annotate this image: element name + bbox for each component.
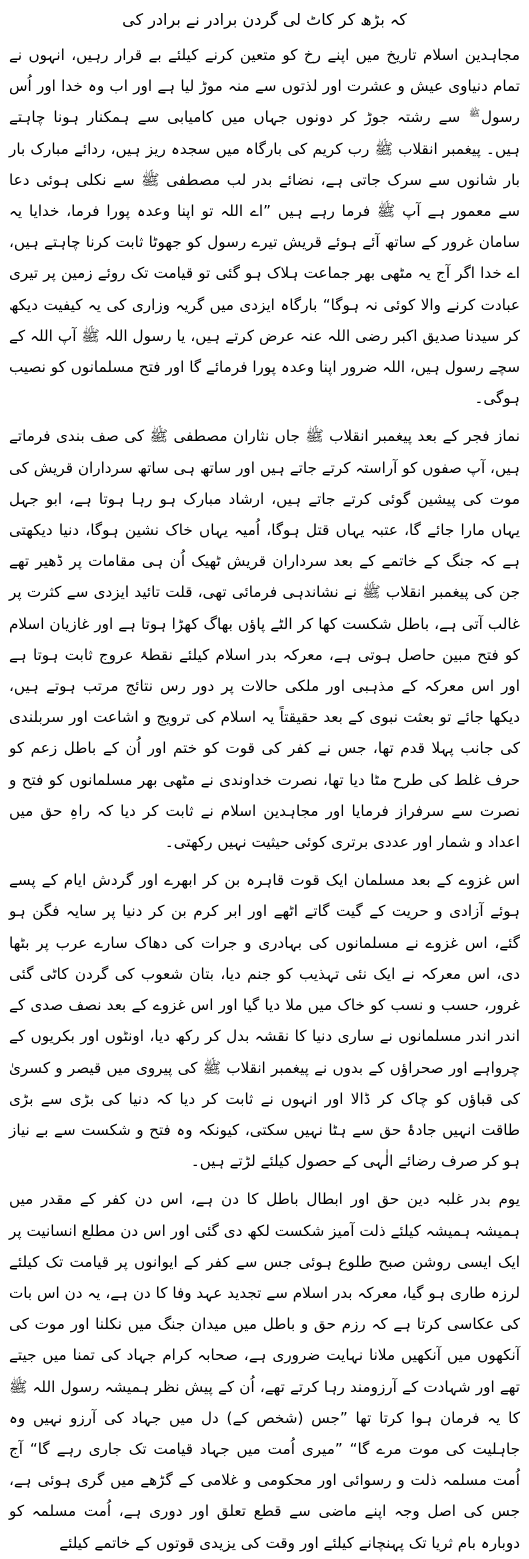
salutation-glyph: ﷺ [469, 109, 481, 120]
paragraph-3: اس غزوے کے بعد مسلمان ایک قوت قاہرہ بن کر ابھرے اور گردش ایام کے پسے ہوئے آزادی و حریت کے گیت گاتے اٹھے اور ابر کرم بن کر دنیا پر سایہ فگن ہو گئے، اس غزوے نے مسلمانوں کی بہادری و جرات کی دھاک سارے عرب پر بٹھا دی، اس معرکہ نے ایک نئی تہذیب کو جنم دیا، بتان شعوب کی گردن کاٹی گئی غرور، حسب و نسب کو خاک میں ملا دیا گیا اور اس غزوے کے بعد نصف صدی کے اندر اندر مسلمانوں نے ساری دنیا کا نقشہ بدل کر رکھ دیا، اونٹوں اور بکریوں کے چرواہے اور صحراؤں کے بدوں نے پیغمبر انقلاب ﷺ کی پیروی میں قیصر و کسریٰ کی قباؤں کو چاک کر ڈالا اور انہوں نے ثابت کر دیا کہ دنیا کی بڑی سے بڑی طاقت انہیں جادۂ حق سے ہٹا نہیں سکتی، کیونکہ وہ فتح و شکست سے بے نیاز ہو کر صرف رضائے الٰہی کے حصول کیلئے لڑتے ہیں۔ [9, 871, 520, 1171]
paragraph-2: نماز فجر کے بعد پیغمبر انقلاب ﷺ جاں نثاران مصطفی ﷺ کی صف بندی فرماتے ہیں، آپ صفوں کو آراستہ کرتے جاتے ہیں اور ساتھ ہی ساتھ سرداران قریش کی موت کی پیشین گوئی کرتے جاتے ہیں، ارشاد مبارک ہو رہا ہوتا ہے، ابو جہل یہاں مارا جائے گا، عتبہ یہاں قتل ہوگا، اُمیہ یہاں خاک نشین ہوگا، دنیا دیکھتی ہے کہ جنگ کے خاتمے کے بعد سرداران قریش ٹھیک اُن ہی مقامات پر ڈھیر تھے جن کی پیغمبر انقلاب ﷺ نے نشاندہی فرمائی تھی، قلت تائید ایزدی سے کثرت پر غالب آتی ہے، باطل شکست کھا کر الٹے پاؤں بھاگ کھڑا ہوتا ہے اور غازیان اسلام کو فتح مبین حاصل ہوتی ہے، معرکہ بدر اسلام کیلئے نقطۂ عروج ثابت ہوتا ہے اور اس معرکہ کے مذہبی اور ملکی حالات پر دور رس نتائج مرتب ہوتے ہیں، دیکھا جائے تو بعثت نبوی کے بعد حقیقتاً یہ اسلام کی ترویج و اشاعت اور سربلندی کی جانب پہلا قدم تھا، جس نے کفر کی قوت کو ختم اور اُن کے باطل زعم کو حرف غلط کی طرح مٹا دیا تھا، نصرت خداوندی نے مٹھی بھر مسلمانوں کو فتح و نصرت سے سرفراز فرمایا اور مجاہدین اسلام نے ثابت کر دیا کہ راہِ حق میں اعداد و شمار اور عددی برتری کوئی حیثیت نہیں رکھتی۔ [9, 427, 520, 852]
paragraph-4: یوم بدر غلبہ دین حق اور ابطال باطل کا دن ہے، اس دن کفر کے مقدر میں ہمیشہ ہمیشہ کیلئے ذلت آمیز شکست لکھ دی گئی اور اس دن مطلع انسانیت پر ایک ایسی روشن صبح طلوع ہوئی جس سے کفر کے ایوانوں پر قیامت تک کیلئے لرزہ طاری ہو گیا، معرکہ بدر اسلام سے تجدید عہد وفا کا دن ہے، یہ دن اس بات کی عکاسی کرتا ہے کہ رزم حق و باطل میں میدان جنگ میں نکلنا اور موت کی آنکھوں میں آنکھیں ملانا نہایت ضروری ہے، صحابہ کرام جہاد کی تمنا میں جیتے تھے اور شہادت کے آرزومند رہا کرتے تھے، اُن کے پیش نظر ہمیشہ رسول اللہ ﷺ کا یہ فرمان ہوا کرتا تھا ”جس (شخص کے) دل میں جہاد کی آرزو نہیں وہ جاہلیت کی موت مرے گا“ ”میری اُمت میں جہاد قیامت تک جاری رہے گا“ آج اُمت مسلمہ ذلت و رسوائی اور محکومی و غلامی کے گڑھے میں گری ہوئی ہے، جس کی اصل وجہ اپنے ماضی سے قطع تعلق اور دوری ہے، اُمت مسلمہ کو دوبارہ بام ثریا تک پہنچانے کیلئے اور وقت کی یزیدی قوتوں کے خاتمے کیلئے [9, 1190, 520, 1552]
article-title: کہ بڑھ کر کاٹ لی گردن برادر نے برادر کی [122, 10, 407, 29]
paragraph-1 [9, 40, 520, 414]
paragraph-1-text-start: مجاہدین اسلام تاریخ میں اپنے رخ کو متعین کرنے کیلئے بے قرار رہیں، انہوں نے تمام دنیاوی عیش و عشرت اور لذتوں سے منہ موڑ لیا ہے اور اب وہ خدا اور اُس رسول [9, 46, 520, 127]
paragraph-1-text-rest: سے رشتہ جوڑ کر دونوں جہاں میں کامیابی سے ہمکنار ہونا چاہتے ہیں۔ پیغمبر انقلاب ﷺ رب کریم کی بارگاہ میں سجدہ ریز ہیں، ردائے مبارک بار بار شانوں سے سرک جاتی ہے، نضائے بدر لب مصطفی ﷺ سے نکلی ہوئی دعا سے معمور ہے آپ ﷺ فرما رہے ہیں ”اے اللہ تو اپنا وعدہ پورا فرما، خدایا یہ سامان غرور کے ساتھ آئے ہوئے قریش تیرے رسول کو جھوٹا ثابت کرنا چاہتے ہیں، اے خدا اگر آج یہ مٹھی بھر جماعت ہلاک ہو گئی تو قیامت تک روئے زمین پر تیری عبادت کرنے والا کوئی نہ ہوگا“ بارگاہ ایزدی میں گریہ وزاری کی یہ کیفیت دیکھ کر سیدنا صدیق اکبر رضی اللہ عنہ عرض کرتے ہیں، یا رسول اللہ ﷺ آپ اللہ کے سچے رسول ہیں، اللہ ضرور اپنا وعدہ پورا فرمائے گا اور فتح مسلمانوں کو نصیب ہوگی۔ [9, 108, 520, 408]
